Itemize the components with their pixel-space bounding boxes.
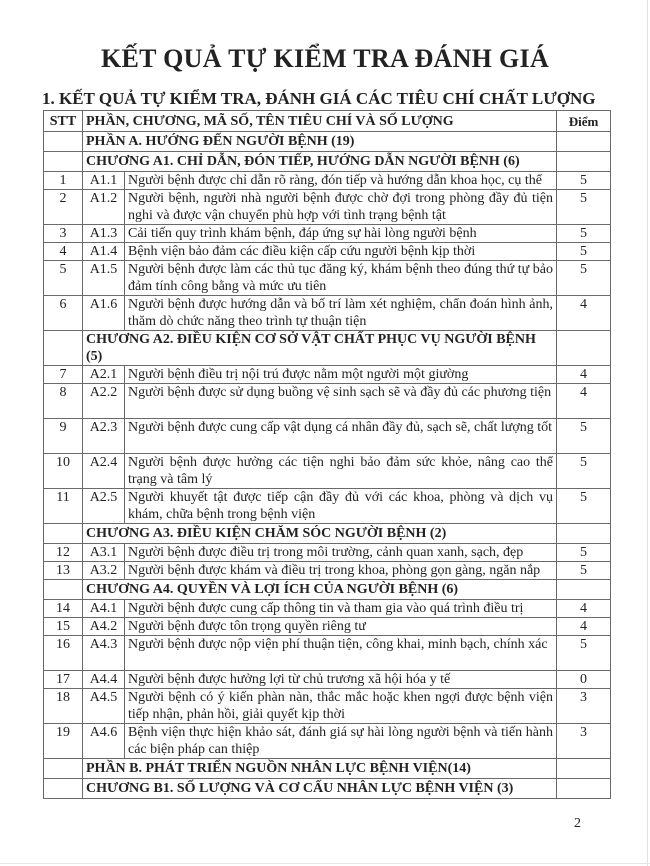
part-a-title: PHẦN A. HƯỚNG ĐẾN NGƯỜI BỆNH (19) [83,132,557,152]
row-criterion: Người bệnh được cung cấp thông tin và tham gia vào quá trình điều trị [125,600,557,618]
table-row [44,544,611,562]
table-row [44,384,611,419]
part-row [44,132,611,152]
row-code: A3.1 [83,544,125,562]
row-code: A3.2 [83,562,125,580]
row-code: A4.2 [83,618,125,636]
section-heading: 1. KẾT QUẢ TỰ KIỂM TRA, ĐÁNH GIÁ CÁC TIÊU CHÍ CHẤT LƯỢNG [42,89,596,108]
row-code: A4.6 [83,724,125,759]
row-stt: 17 [44,671,83,689]
table-row [44,489,611,524]
table-row [44,419,611,454]
row-stt: 19 [44,724,83,759]
table-row [44,689,611,724]
criteria-score-table [43,110,611,799]
row-score: 5 [557,190,611,225]
row-stt: 7 [44,366,83,384]
chapter-b1-title: CHƯƠNG B1. SỐ LƯỢNG VÀ CƠ CẤU NHÂN LỰC BỆNH VIỆN (3) [83,779,557,799]
row-criterion: Người bệnh được chỉ dẫn rõ ràng, đón tiếp và hướng dẫn khoa học, cụ thể [125,172,557,190]
table-row [44,296,611,331]
table-row [44,671,611,689]
row-code: A2.2 [83,384,125,419]
row-criterion: Người bệnh điều trị nội trú được nằm một người một giường [125,366,557,384]
row-code: A2.1 [83,366,125,384]
row-score: 5 [557,261,611,296]
row-score: 5 [557,562,611,580]
row-criterion: Người bệnh được khám và điều trị trong khoa, phòng gọn gàng, ngăn nắp [125,562,557,580]
row-score: 5 [557,544,611,562]
row-code: A2.3 [83,419,125,454]
row-code: A4.3 [83,636,125,671]
row-criterion: Người bệnh có ý kiến phàn nàn, thắc mắc hoặc khen ngợi được bệnh viện tiếp nhận, phản hồi, giải quyết kịp thời [125,689,557,724]
row-criterion: Người bệnh được tôn trọng quyền riêng tư [125,618,557,636]
table-row [44,366,611,384]
row-criterion: Người bệnh được hưởng các tiện nghi bảo đảm sức khỏe, nâng cao thể trạng và tâm lý [125,454,557,489]
row-code: A1.4 [83,243,125,261]
row-stt: 10 [44,454,83,489]
row-criterion: Cải tiến quy trình khám bệnh, đáp ứng sự hài lòng người bệnh [125,225,557,243]
table-row [44,454,611,489]
page-bottom-divider [0,863,650,864]
table-header-row [44,111,611,132]
chapter-row [44,331,611,366]
table-row [44,172,611,190]
row-criterion: Người bệnh được điều trị trong môi trường, cảnh quan xanh, sạch, đẹp [125,544,557,562]
page-number: 2 [574,816,581,831]
table-row [44,243,611,261]
row-score: 5 [557,489,611,524]
row-score: 4 [557,296,611,331]
row-stt: 1 [44,172,83,190]
table-row [44,724,611,759]
table-row [44,261,611,296]
row-code: A2.5 [83,489,125,524]
row-criterion: Bệnh viện thực hiện khảo sát, đánh giá sự hài lòng người bệnh và tiến hành các biện pháp can thiệp [125,724,557,759]
row-stt: 13 [44,562,83,580]
chapter-a3-title: CHƯƠNG A3. ĐIỀU KIỆN CHĂM SÓC NGƯỜI BỆNH (2) [83,524,557,544]
row-stt: 2 [44,190,83,225]
row-code: A4.1 [83,600,125,618]
table-row [44,562,611,580]
row-score: 5 [557,419,611,454]
row-score: 5 [557,454,611,489]
table-row [44,600,611,618]
header-content: PHẦN, CHƯƠNG, MÃ SỐ, TÊN TIÊU CHÍ VÀ SỐ LƯỢNG [83,111,557,132]
row-stt: 14 [44,600,83,618]
row-score: 4 [557,366,611,384]
part-row [44,759,611,779]
row-score: 5 [557,225,611,243]
row-score: 3 [557,689,611,724]
row-score: 4 [557,600,611,618]
table-row [44,190,611,225]
row-score: 0 [557,671,611,689]
header-stt: STT [44,111,83,132]
row-criterion: Người bệnh được hưởng lợi từ chủ trương xã hội hóa y tế [125,671,557,689]
row-stt: 6 [44,296,83,331]
row-stt: 15 [44,618,83,636]
row-stt: 16 [44,636,83,671]
chapter-row [44,152,611,172]
row-score: 5 [557,243,611,261]
chapter-a2-title: CHƯƠNG A2. ĐIỀU KIỆN CƠ SỞ VẬT CHẤT PHỤC VỤ NGƯỜI BỆNH (5) [83,331,557,366]
row-code: A1.2 [83,190,125,225]
row-stt: 5 [44,261,83,296]
row-score: 5 [557,172,611,190]
row-criterion: Người bệnh được sử dụng buồng vệ sinh sạch sẽ và đầy đủ các phương tiện [125,384,557,419]
header-score: Điểm [557,111,611,132]
table-row [44,225,611,243]
chapter-row [44,580,611,600]
row-stt: 12 [44,544,83,562]
row-criterion: Người bệnh được cung cấp vật dụng cá nhân đầy đủ, sạch sẽ, chất lượng tốt [125,419,557,454]
row-code: A4.5 [83,689,125,724]
row-criterion: Người khuyết tật được tiếp cận đầy đủ với các khoa, phòng và dịch vụ khám, chữa bệnh trong bệnh viện [125,489,557,524]
row-criterion: Người bệnh được hướng dẫn và bố trí làm xét nghiệm, chẩn đoán hình ảnh, thăm dò chức năng theo trình tự thuận tiện [125,296,557,331]
row-code: A1.5 [83,261,125,296]
row-criterion: Người bệnh được làm các thủ tục đăng ký, khám bệnh theo đúng thứ tự bảo đảm tính công bằng và mức ưu tiên [125,261,557,296]
row-criterion: Bệnh viện bảo đảm các điều kiện cấp cứu người bệnh kịp thời [125,243,557,261]
table-row [44,618,611,636]
row-score: 3 [557,724,611,759]
row-stt: 11 [44,489,83,524]
table-row [44,636,611,671]
chapter-row [44,524,611,544]
row-code: A1.1 [83,172,125,190]
row-stt: 3 [44,225,83,243]
page-edge-divider [647,0,648,866]
row-code: A1.6 [83,296,125,331]
row-stt: 9 [44,419,83,454]
part-b-title: PHẦN B. PHÁT TRIỂN NGUỒN NHÂN LỰC BỆNH VIỆN(14) [83,759,557,779]
row-code: A4.4 [83,671,125,689]
row-code: A2.4 [83,454,125,489]
row-score: 5 [557,636,611,671]
row-code: A1.3 [83,225,125,243]
row-stt: 8 [44,384,83,419]
row-score: 4 [557,384,611,419]
row-criterion: Người bệnh được nộp viện phí thuận tiện, công khai, minh bạch, chính xác [125,636,557,671]
row-stt: 4 [44,243,83,261]
document-title: KẾT QUẢ TỰ KIỂM TRA ĐÁNH GIÁ [100,44,550,73]
chapter-row [44,779,611,799]
row-score: 4 [557,618,611,636]
row-stt: 18 [44,689,83,724]
chapter-a4-title: CHƯƠNG A4. QUYỀN VÀ LỢI ÍCH CỦA NGƯỜI BỆNH (6) [83,580,557,600]
chapter-a1-title: CHƯƠNG A1. CHỈ DẪN, ĐÓN TIẾP, HƯỚNG DẪN NGƯỜI BỆNH (6) [83,152,557,172]
row-criterion: Người bệnh, người nhà người bệnh được chờ đợi trong phòng đầy đủ tiện nghi và được vận chuyển phù hợp với tình trạng bệnh tật [125,190,557,225]
